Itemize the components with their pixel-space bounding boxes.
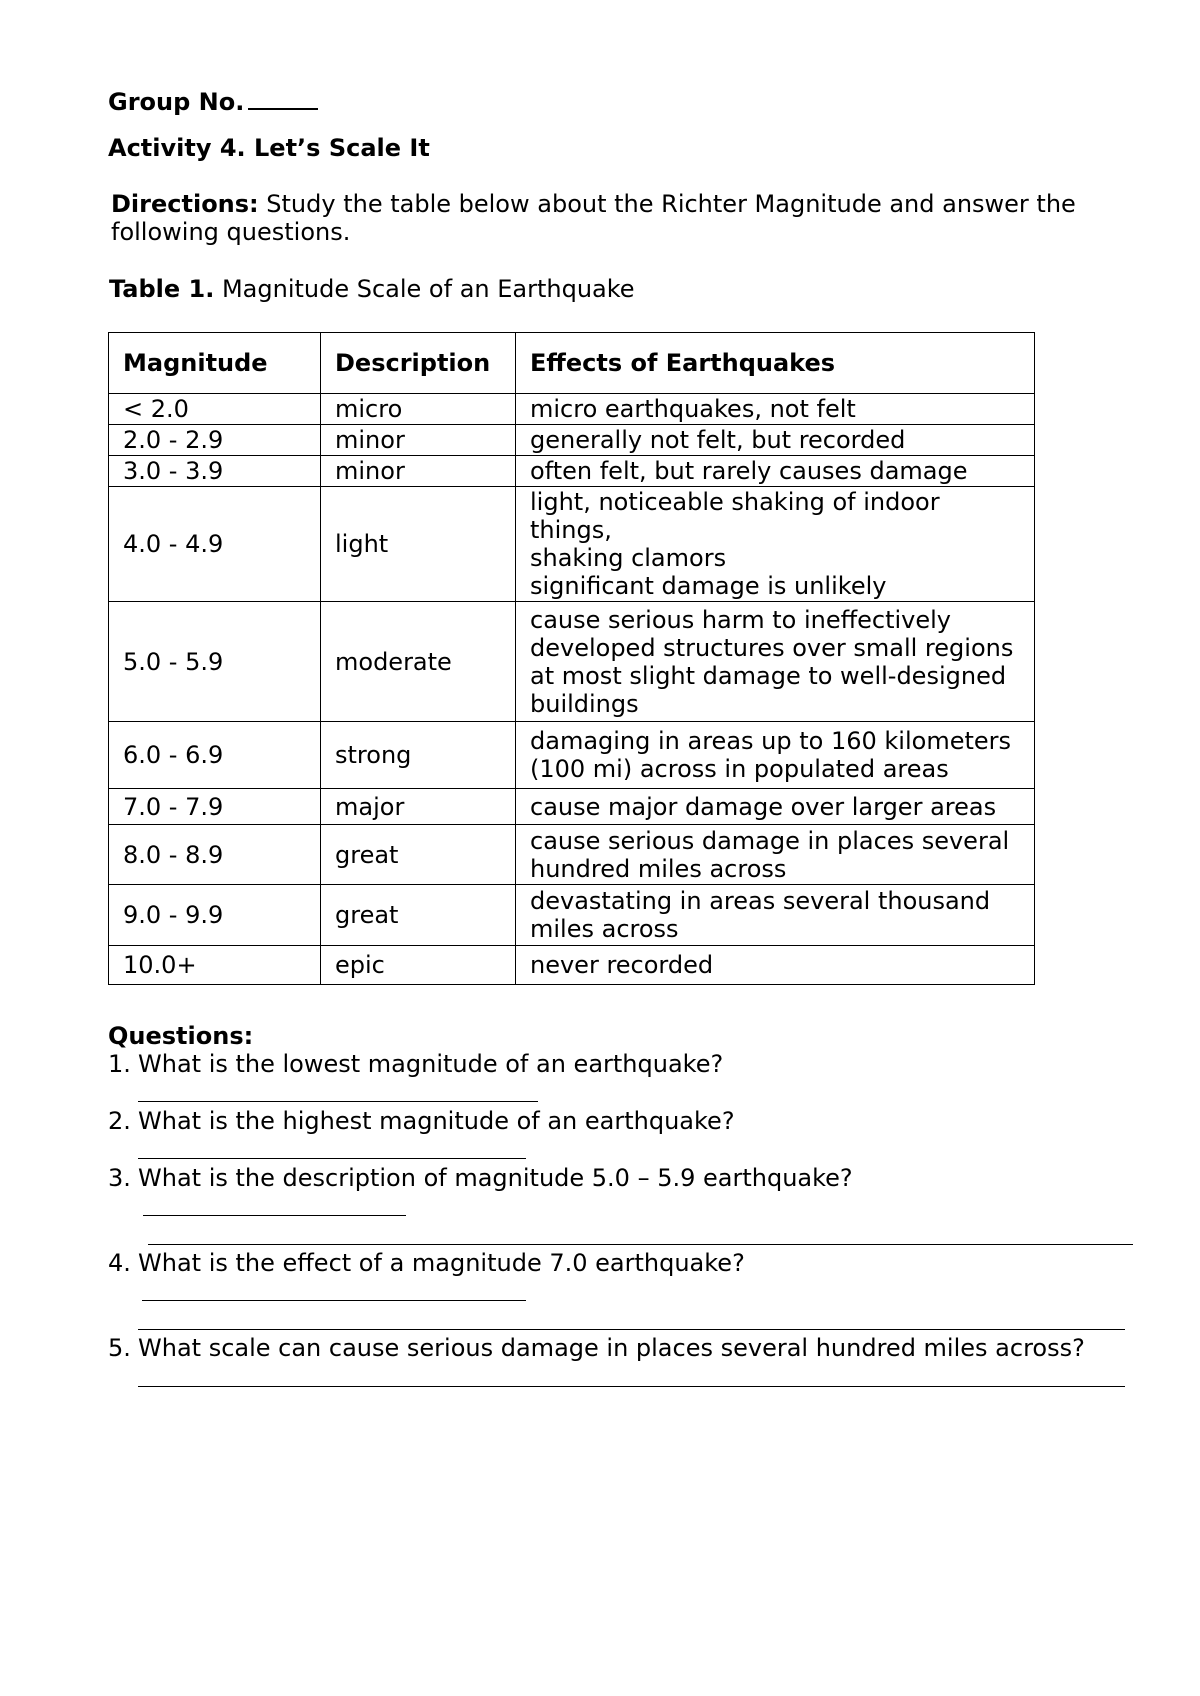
effects-line: things, xyxy=(530,516,612,544)
table-row xyxy=(109,487,1035,602)
table-row xyxy=(109,946,1035,985)
effects-line: at most slight damage to well-designed xyxy=(530,661,1007,690)
question-4 xyxy=(108,1249,745,1277)
effects-line: (100 mi) across in populated areas xyxy=(530,755,949,783)
group-number-blank[interactable] xyxy=(248,88,318,110)
magnitude-cell: < 2.0 xyxy=(109,394,321,425)
question-2 xyxy=(108,1107,735,1135)
directions-text-line2: following questions. xyxy=(111,218,351,246)
description-cell: great xyxy=(321,885,516,946)
questions-label: Questions: xyxy=(108,1022,254,1050)
activity-title: Activity 4. Let’s Scale It xyxy=(108,134,430,162)
effects-cell xyxy=(516,487,1035,602)
effects-line: significant damage is unlikely xyxy=(530,572,887,600)
effects-cell xyxy=(516,456,1035,487)
effects-line: never recorded xyxy=(530,951,714,979)
magnitude-cell: 7.0 - 7.9 xyxy=(109,789,321,825)
description-cell: great xyxy=(321,825,516,885)
effects-line: shaking clamors xyxy=(530,544,727,572)
table-row xyxy=(109,885,1035,946)
question-text: What is the highest magnitude of an earthquake? xyxy=(138,1107,735,1135)
magnitude-cell: 9.0 - 9.9 xyxy=(109,885,321,946)
description-cell: moderate xyxy=(321,602,516,722)
table-row xyxy=(109,425,1035,456)
table-row xyxy=(109,825,1035,885)
effects-cell xyxy=(516,394,1035,425)
question-number: 1. xyxy=(108,1050,131,1078)
description-cell: strong xyxy=(321,722,516,789)
description-cell: epic xyxy=(321,946,516,985)
question-number: 4. xyxy=(108,1249,131,1277)
effects-cell xyxy=(516,602,1035,722)
answer-line-2[interactable] xyxy=(138,1158,526,1159)
effects-line: damaging in areas up to 160 kilometers xyxy=(530,727,1012,755)
answer-line-4b[interactable] xyxy=(138,1329,1125,1330)
table-row xyxy=(109,602,1035,722)
header-description: Description xyxy=(321,333,516,394)
effects-cell xyxy=(516,789,1035,825)
effects-cell xyxy=(516,425,1035,456)
magnitude-cell: 3.0 - 3.9 xyxy=(109,456,321,487)
table-caption-text: Magnitude Scale of an Earthquake xyxy=(214,275,635,303)
question-text: What scale can cause serious damage in places several hundred miles across? xyxy=(138,1334,1085,1362)
effects-line: cause serious damage in places several xyxy=(530,826,1010,855)
question-3 xyxy=(108,1164,853,1192)
effects-line: generally not felt, but recorded xyxy=(530,426,906,454)
header-effects: Effects of Earthquakes xyxy=(516,333,1035,394)
description-cell: minor xyxy=(321,456,516,487)
question-number: 2. xyxy=(108,1107,131,1135)
magnitude-cell: 4.0 - 4.9 xyxy=(109,487,321,602)
magnitude-cell: 2.0 - 2.9 xyxy=(109,425,321,456)
effects-cell xyxy=(516,946,1035,985)
description-cell: minor xyxy=(321,425,516,456)
effects-line: developed structures over small regions xyxy=(530,633,1014,662)
answer-line-5[interactable] xyxy=(138,1386,1125,1387)
effects-line: miles across xyxy=(530,915,679,943)
answer-line-1[interactable] xyxy=(138,1101,538,1102)
description-cell: light xyxy=(321,487,516,602)
magnitude-table xyxy=(108,332,1035,985)
question-text: What is the description of magnitude 5.0 – 5.9 earthquake? xyxy=(138,1164,853,1192)
answer-line-3a[interactable] xyxy=(143,1215,406,1216)
answer-line-4a[interactable] xyxy=(142,1300,526,1301)
question-text: What is the effect of a magnitude 7.0 earthquake? xyxy=(138,1249,745,1277)
effects-line: hundred miles across xyxy=(530,854,787,883)
group-number-label xyxy=(108,88,318,116)
magnitude-cell: 10.0+ xyxy=(109,946,321,985)
effects-line: light, noticeable shaking of indoor xyxy=(530,488,940,516)
table-row xyxy=(109,394,1035,425)
magnitude-cell: 6.0 - 6.9 xyxy=(109,722,321,789)
question-1 xyxy=(108,1050,723,1078)
table-row xyxy=(109,456,1035,487)
question-text: What is the lowest magnitude of an earthquake? xyxy=(138,1050,724,1078)
directions-paragraph xyxy=(111,190,1076,246)
directions-label: Directions: xyxy=(111,190,259,218)
description-cell: major xyxy=(321,789,516,825)
header-magnitude: Magnitude xyxy=(109,333,321,394)
answer-line-3b[interactable] xyxy=(148,1244,1133,1245)
question-number: 5. xyxy=(108,1334,131,1362)
effects-cell xyxy=(516,825,1035,885)
question-number: 3. xyxy=(108,1164,131,1192)
table-caption-label: Table 1. xyxy=(109,275,215,303)
effects-line: buildings xyxy=(530,689,639,718)
effects-line: micro earthquakes, not felt xyxy=(530,395,856,423)
directions-text-line1: Study the table below about the Richter Magnitude and answer the xyxy=(258,190,1076,218)
group-label-text: Group No. xyxy=(108,88,245,116)
effects-cell xyxy=(516,722,1035,789)
effects-line: cause serious harm to ineffectively xyxy=(530,605,951,634)
table-caption xyxy=(109,275,635,303)
table-header-row xyxy=(109,333,1035,394)
effects-line: devastating in areas several thousand xyxy=(530,887,991,915)
effects-cell xyxy=(516,885,1035,946)
magnitude-cell: 5.0 - 5.9 xyxy=(109,602,321,722)
question-5 xyxy=(108,1334,1085,1362)
description-cell: micro xyxy=(321,394,516,425)
table-row xyxy=(109,722,1035,789)
table-row xyxy=(109,789,1035,825)
magnitude-cell: 8.0 - 8.9 xyxy=(109,825,321,885)
effects-line: often felt, but rarely causes damage xyxy=(530,457,968,485)
effects-line: cause major damage over larger areas xyxy=(530,792,997,821)
